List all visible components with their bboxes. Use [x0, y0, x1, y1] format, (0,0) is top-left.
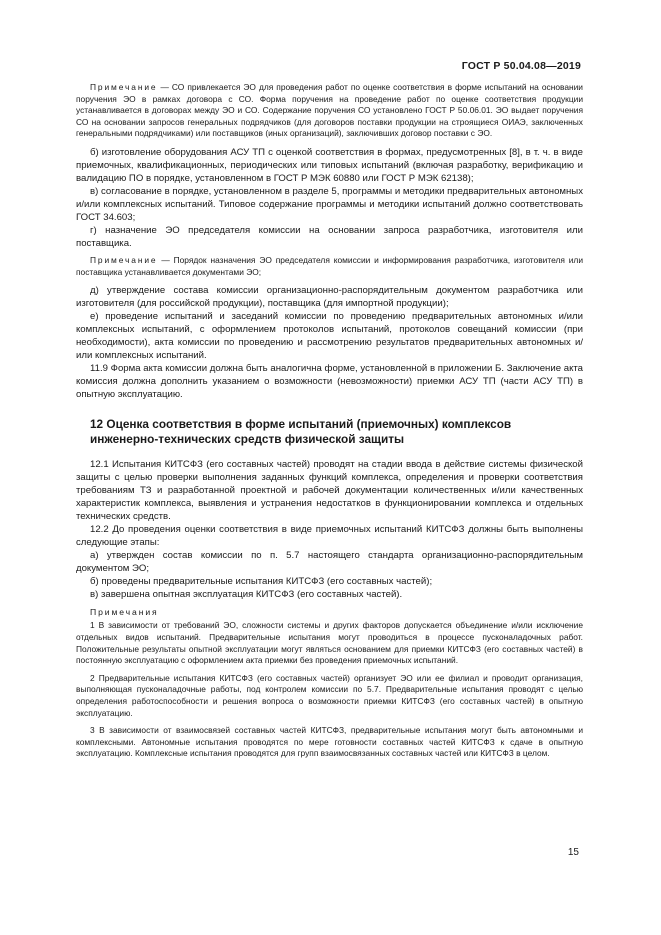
- clause-11-9: 11.9 Форма акта комиссии должна быть аналогична форме, установленной в приложении Б. Заключение акта комиссия должна дополнить указанием о возможности (невозможности) приемки АСУ ТП (части АСУ ТП) в опытную эксплуатацию.: [76, 363, 583, 401]
- note-item-3: 3 В зависимости от взаимосвязей составных частей КИТСФЗ, предварительные испытания могут быть автономными и комплексными. Автономные испытания проводятся по мере готовности составных частей КИТСФЗ к сдаче в опытную эксплуатацию. Комплексные испытания проводятся для групп взаимосвязанных составных частей или КИТСФЗ в целом.: [76, 725, 583, 759]
- note-label: Примечание: [90, 254, 158, 265]
- list-item-a: а) утвержден состав комиссии по п. 5.7 настоящего стандарта организационно-распорядительным документом ЭО;: [76, 550, 583, 575]
- list-item-e: е) проведение испытаний и заседаний комиссии по проведению предварительных автономных и/или комплексных испытаний, с оформлением протоколов испытаний, протоколов совещаний комиссии (при необходимости), акта комиссии по проведению и рассмотрению результатов предварительных автономных и/или комплексных испытаний.: [76, 311, 583, 362]
- notes-title: Примечания: [90, 607, 159, 618]
- clause-12-1: 12.1 Испытания КИТСФЗ (его составных частей) проводят на стадии ввода в действие системы физической защиты с целью проверки выполнения заданных функций комплекса, определения и проверки соответствия требованиям ТЗ и разработанной проектной и рабочей документации количественных и/или качественных характеристик комплекса, выявления и устранения недостатков в функционировании комплекса и отдельных технических средств.: [76, 459, 583, 523]
- list-item-v: в) согласование в порядке, установленном в разделе 5, программы и методики предварительных автономных и/или комплексных испытаний. Типовое содержание программы и методики испытаний должно соответствовать ГОСТ 34.603;: [76, 185, 583, 223]
- note-paragraph: [76, 82, 583, 140]
- section-heading: 12 Оценка соответствия в форме испытаний (приемочных) комплексов инженерно-технических средств физической защиты: [90, 417, 512, 446]
- list-item-v: в) завершена опытная эксплуатация КИТСФЗ (его составных частей).: [90, 589, 403, 601]
- list-item-b: б) проведены предварительные испытания КИТСФЗ (его составных частей);: [90, 576, 433, 588]
- list-item-b: б) изготовление оборудования АСУ ТП с оценкой соответствия в формах, предусмотренных [8], в т. ч. в виде приемочных, квалификационных, периодических или типовых испытаний (включая разработку, верификацию и валидацию ПО в порядке, установленном в ГОСТ Р МЭК 60880 или ГОСТ Р МЭК 62138);: [76, 146, 583, 184]
- standard-code-header: ГОСТ Р 50.04.08—2019: [461, 60, 581, 72]
- list-item-d: д) утверждение состава комиссии организационно-распорядительным документом разработчика или изготовителя (для российской продукции), поставщика (для импортной продукции);: [76, 285, 583, 310]
- note-paragraph: [76, 255, 583, 278]
- note-item-1: 1 В зависимости от требований ЭО, сложности системы и других факторов допускается объединение и/или исключение отдельных видов испытаний. Предварительные испытания могут проводиться в процессе пусконаладочных работ. Положительные результаты опытной эксплуатации могут являться основанием для приемки КИТСФЗ (его составных частей) в постоянную эксплуатацию с оформлением акта приемки без проведения приемочных испытаний.: [76, 620, 583, 666]
- note-label: Примечание: [90, 82, 158, 92]
- list-item-g: г) назначение ЭО председателя комиссии на основании запроса разработчика, изготовителя или поставщика.: [76, 224, 583, 249]
- note-text: — СО привлекается ЭО для проведения работ по оценке соответствия в форме испытаний на основании поручения ЭО в рамках договора с СО. Форма поручения на проведение работ по оценке соответствия продукции устанавливается в договорах между ЭО и СО. Содержание поручения СО установлено ГОСТ Р 50.06.01. ЭО выдает поручения СО на основании запросов генеральных подрядчиков (для договоров поставки продукции на строящиеся ОИАЭ, заключенных генеральными подрядчиками) или поставщиков (иных организаций), заключивших договор поставки с ЭО.: [76, 82, 583, 139]
- page-content: [76, 82, 583, 760]
- page-number: 15: [567, 847, 579, 858]
- note-text: — Порядок назначения ЭО председателя комиссии и информирования разработчика, изготовителя или поставщика устанавливается документами ЭО;: [76, 254, 583, 277]
- clause-12-2: 12.2 До проведения оценки соответствия в виде приемочных испытаний КИТСФЗ должны быть выполнены следующие этапы:: [76, 524, 583, 549]
- note-item-2: 2 Предварительные испытания КИТСФЗ (его составных частей) организует ЭО или ее филиал и проводит организация, выполняющая пусконаладочные работы, под контролем комиссии по 5.7. Предварительные испытания проводят с целью определения работоспособности и решения вопроса о возможности приемки КИТСФЗ (его составных частей) в опытную эксплуатацию.: [76, 672, 583, 718]
